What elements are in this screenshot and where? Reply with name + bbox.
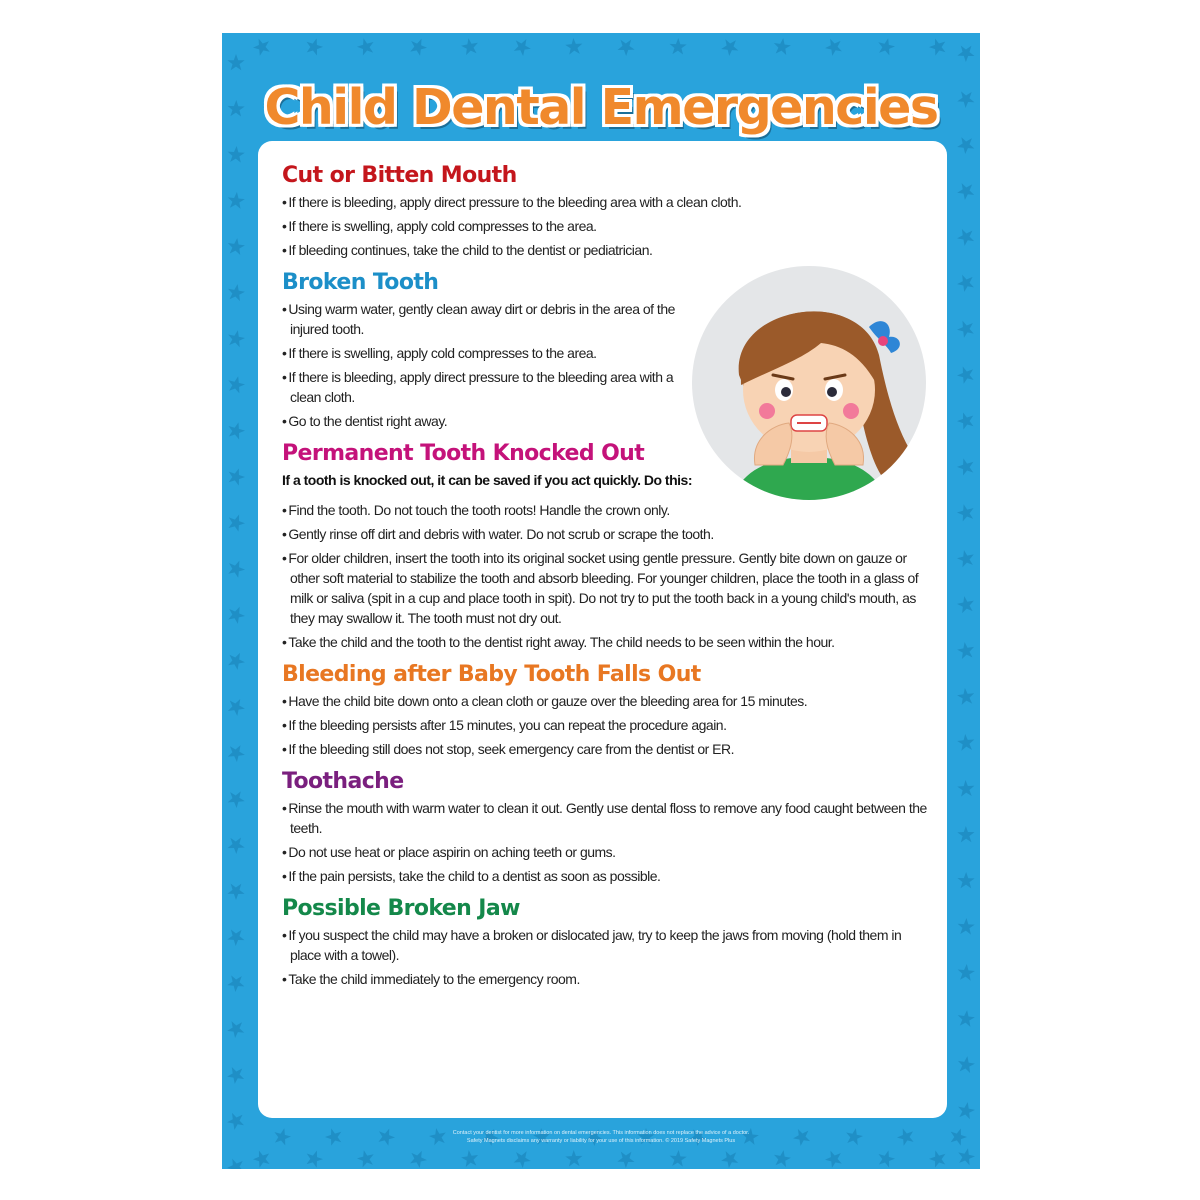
bullet-list xyxy=(282,798,932,886)
girl-illustration xyxy=(691,265,927,501)
section-intro: If a tooth is knocked out, it can be saved if you act quickly. Do this: xyxy=(282,472,692,488)
section-bleeding-after-baby-tooth xyxy=(282,660,932,759)
footer-line: Contact your dentist for more information on dental emergencies. This information does not replace the advice of a doctor. xyxy=(452,1130,750,1136)
section-possible-broken-jaw xyxy=(282,894,932,989)
section-cut-or-bitten-mouth xyxy=(282,161,932,260)
bullet-list xyxy=(282,691,932,759)
list-item: • If bleeding continues, take the child to the dentist or pediatrician. xyxy=(282,240,932,260)
bullet-list xyxy=(282,925,932,989)
section-heading: Possible Broken Jaw xyxy=(282,896,520,921)
section-heading: Bleeding after Baby Tooth Falls Out xyxy=(282,662,701,687)
list-item: • If the bleeding still does not stop, seek emergency care from the dentist or ER. xyxy=(282,739,932,759)
list-item: • If the bleeding persists after 15 minutes, you can repeat the procedure again. xyxy=(282,715,932,735)
list-item: • Rinse the mouth with warm water to clean it out. Gently use dental floss to remove any food caught between the teeth. xyxy=(282,798,932,838)
section-heading: Toothache xyxy=(282,769,404,794)
section-heading: Permanent Tooth Knocked Out xyxy=(282,441,645,466)
footer-disclaimer xyxy=(342,1129,860,1145)
section-heading: Cut or Bitten Mouth xyxy=(282,163,517,188)
list-item: • If there is swelling, apply cold compresses to the area. xyxy=(282,343,682,363)
list-item: • Go to the dentist right away. xyxy=(282,411,682,431)
list-item: • Take the child immediately to the emergency room. xyxy=(282,969,932,989)
list-item: • Using warm water, gently clean away dirt or debris in the area of the injured tooth. xyxy=(282,299,682,339)
footer-line: Safety Magnets disclaims any warranty or liability for your use of this information. © 2019 Safety Magnets Plus xyxy=(466,1138,736,1144)
poster xyxy=(222,33,980,1169)
section-toothache xyxy=(282,767,932,886)
poster-title: Child Dental Emergencies xyxy=(264,79,938,136)
list-item: • For older children, insert the tooth into its original socket using gentle pressure. Gently bite down on gauze or other soft material to stabilize the tooth and absorb bleeding. For younger children, place the tooth in a glass of milk or saliva (spit in a cup and place tooth in spit). Do not try to put the tooth back in a young child's mouth, as they may swallow it. The tooth must not dry out. xyxy=(282,548,932,628)
list-item: • Gently rinse off dirt and debris with water. Do not scrub or scrape the tooth. xyxy=(282,524,932,544)
list-item: • Have the child bite down onto a clean cloth or gauze over the bleeding area for 15 minutes. xyxy=(282,691,932,711)
bullet-list xyxy=(282,192,932,260)
list-item: • If there is bleeding, apply direct pressure to the bleeding area with a clean cloth. xyxy=(282,192,932,212)
section-heading: Broken Tooth xyxy=(282,270,439,295)
list-item: • If the pain persists, take the child to a dentist as soon as possible. xyxy=(282,866,932,886)
bullet-list xyxy=(282,500,932,652)
content-card xyxy=(258,141,947,1118)
list-item: • Do not use heat or place aspirin on aching teeth or gums. xyxy=(282,842,932,862)
list-item: • Take the child and the tooth to the dentist right away. The child needs to be seen within the hour. xyxy=(282,632,932,652)
list-item: • If there is bleeding, apply direct pressure to the bleeding area with a clean cloth. xyxy=(282,367,682,407)
list-item: • If you suspect the child may have a broken or dislocated jaw, try to keep the jaws from moving (hold them in place with a towel). xyxy=(282,925,932,965)
list-item: • If there is swelling, apply cold compresses to the area. xyxy=(282,216,932,236)
list-item: • Find the tooth. Do not touch the tooth roots! Handle the crown only. xyxy=(282,500,932,520)
